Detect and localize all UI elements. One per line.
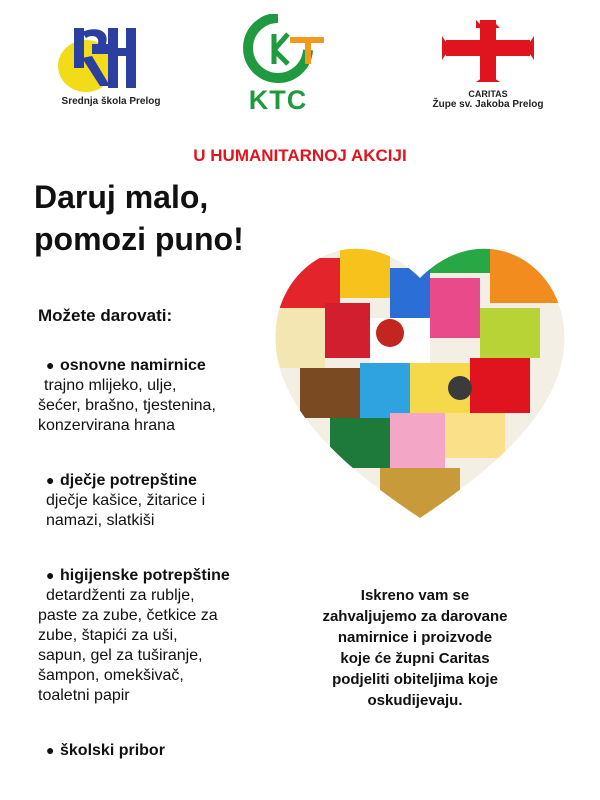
thanks-line: namirnice i proizvode xyxy=(337,629,493,646)
bullet-icon: ● xyxy=(46,357,55,373)
category-line: trajno mlijeko, ulje, xyxy=(44,377,177,394)
ktc-logo xyxy=(228,14,328,116)
category-line: zube, štapići za uši, xyxy=(38,627,178,644)
bullet-icon: ● xyxy=(46,742,55,758)
category-line: šećer, brašno, tjestenina, xyxy=(38,397,216,414)
school-logo-icon xyxy=(52,22,170,94)
caritas-caption-line1: CARITAS xyxy=(468,89,508,99)
grocery-heart-image xyxy=(270,218,570,538)
category-line: konzervirana hrana xyxy=(38,417,175,434)
category-basic-food xyxy=(38,355,216,436)
category-child-supplies xyxy=(38,470,205,531)
category-name: higijenske potrepštine xyxy=(60,567,230,584)
category-line: detardženti za rublje, xyxy=(46,587,195,604)
category-line: šampon, omekšivač, xyxy=(38,667,184,684)
thanks-line: oskudijevaju. xyxy=(367,692,463,709)
category-line: sapun, gel za tuširanje, xyxy=(38,647,203,664)
bullet-icon: ● xyxy=(46,567,55,583)
category-name: dječje potrepštine xyxy=(60,472,197,489)
category-line: namazi, slatkiši xyxy=(46,512,155,529)
grocery-heart-icon xyxy=(270,218,570,538)
thank-you-message xyxy=(290,585,540,711)
category-hygiene xyxy=(38,565,230,706)
category-line: dječje kašice, žitarice i xyxy=(46,492,206,509)
thanks-line: koje će župni Caritas xyxy=(340,650,490,667)
bullet-icon: ● xyxy=(46,472,55,488)
page-title xyxy=(34,176,244,260)
ktc-emblem-icon xyxy=(228,14,328,84)
school-caption: Srednja škola Prelog xyxy=(61,96,161,107)
donation-subhead: Možete darovati: xyxy=(38,306,173,325)
school-logo xyxy=(52,22,170,107)
caritas-cross-icon xyxy=(442,18,534,84)
thanks-line: Iskreno vam se xyxy=(360,587,470,604)
category-school-supplies xyxy=(38,740,165,761)
headline: U HUMANITARNOJ AKCIJI xyxy=(193,146,407,165)
title-line-1: Daruj malo, xyxy=(34,179,209,215)
thanks-line: podjeliti obiteljima koje xyxy=(332,671,498,688)
caritas-logo xyxy=(418,18,558,110)
ktc-text: KTC xyxy=(248,85,308,115)
category-line: toaletni papir xyxy=(38,687,130,704)
category-name: osnovne namirnice xyxy=(60,357,206,374)
category-name: školski pribor xyxy=(60,742,165,759)
thanks-line: zahvaljujemo za darovane xyxy=(322,608,508,625)
caritas-caption-line2: Župe sv. Jakoba Prelog xyxy=(432,99,544,110)
title-line-2: pomozi puno! xyxy=(34,221,244,257)
category-line: paste za zube, četkice za xyxy=(38,607,218,624)
